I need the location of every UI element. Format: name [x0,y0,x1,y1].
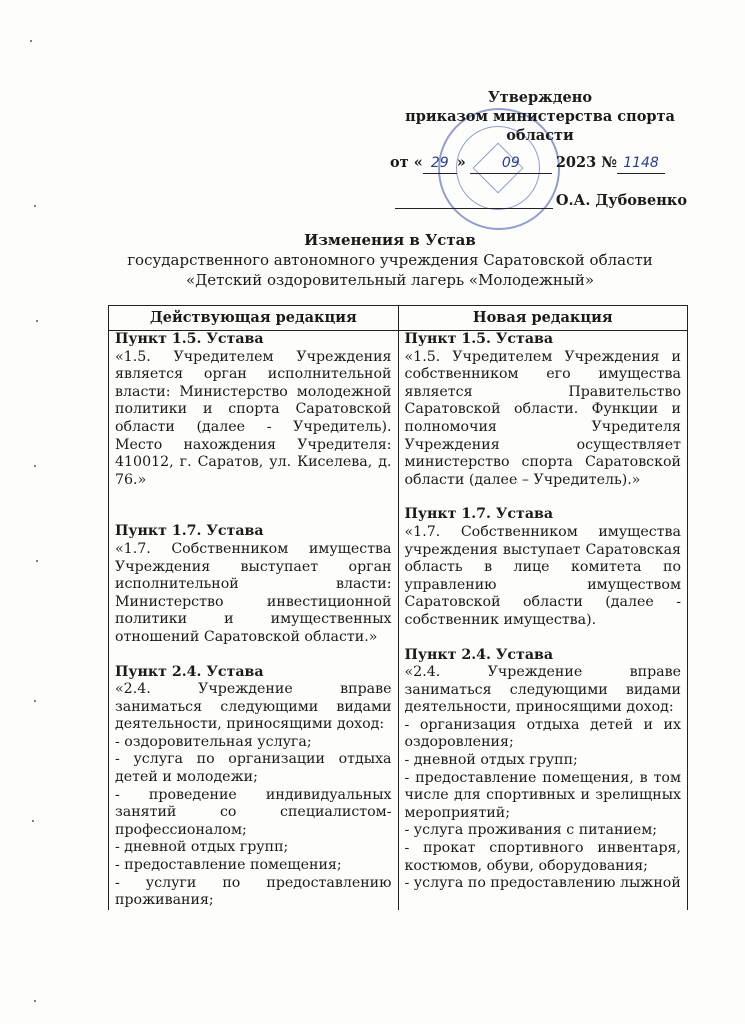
current-item-title: Пункт 1.5. Устава [115,331,264,347]
current-item-title: Пункт 1.7. Устава [115,523,264,540]
date-month-value: 09 [501,155,520,171]
approval-block [390,88,690,174]
new-item-text: «1.7. Собственником имущества учреждения выступает Саратовская область в лице комитета по управлению имуществом Саратовской области (далее - собственник имущества). [404,523,681,628]
current-item-text: «1.7. Собственником имущества Учреждения выступает орган исполнительной власти: Министерство инвестиционной политики и имущественных отношений Саратовской области.» [115,540,392,645]
date-mid: » [456,154,466,171]
new-item-text: «2.4. Учреждение вправе заниматься следующими видами деятельности, приносящими доход: [404,664,681,716]
new-list-item: - прокат спортивного инвентаря, костюмов, обуви, оборудования; [404,840,681,874]
current-list-item: - дневной отдых групп; [115,839,289,856]
new-list-item: - предоставление помещения, в том числе для спортивных и зрелищных мероприятий; [404,769,681,821]
document-subtitle-name: «Детский оздоровительный лагерь «Молодежный» [185,271,595,289]
current-item-title: Пункт 2.4. Устава [115,663,264,680]
approval-title: Утверждено [487,89,592,106]
new-list-item: - услуга по предоставлению лыжной [404,875,681,892]
document-subtitle-org: государственного автономного учреждения Саратовской области [127,251,653,269]
new-cell [398,331,688,910]
scan-speck [36,320,38,322]
current-item-text: «2.4. Учреждение вправе заниматься следующими видами деятельности, приносящими доход: [115,681,392,733]
scan-speck [32,820,34,822]
scan-speck [30,40,32,42]
date-prefix: от « [390,154,423,171]
scan-speck [34,205,36,207]
approval-region: области [506,127,574,144]
current-item-text: «1.5. Учредителем Учреждения является орган исполнительной власти: Министерство молодежной политики и спорта Саратовской области (далее - Учредитель). Место нахождения Учредителя: 410012, г. Саратов, ул. Киселева, д. 76.» [115,348,392,488]
scan-speck [34,1000,36,1002]
current-list-item: - услуги по предоставлению проживания; [115,874,392,909]
new-list-item: - услуга проживания с питанием; [404,822,658,839]
signature-row [395,190,695,212]
scan-speck [36,560,38,562]
new-list-item: - дневной отдых групп; [404,752,578,769]
approval-date-line [390,153,690,174]
date-day-value: 29 [430,155,449,171]
order-number [617,153,665,174]
date-year: 2023 № [555,154,618,171]
signature-line [395,208,553,209]
scan-speck [34,465,36,467]
current-list-item: - предоставление помещения; [115,857,342,874]
date-day [423,153,457,174]
current-list-item: - услуга по организации отдыха детей и молодежи; [115,751,392,786]
column-new-header: Новая редакция [398,306,688,331]
document-title: Изменения в Устав [304,231,476,249]
column-current-header: Действующая редакция [109,306,399,331]
document-heading [100,230,680,290]
current-cell [109,331,399,910]
changes-table [108,305,688,910]
date-month [470,153,552,174]
table-header-row [109,306,688,331]
current-list-item: - оздоровительная услуга; [115,733,312,750]
new-item-text: «1.5. Учредителем Учреждения и собственником его имущества является Правительство Саратовской области. Функции и полномочия Учредителя Учреждения осуществляет министерство спорта Саратовской области (далее – Учредитель).» [404,348,681,488]
table-row [109,331,688,910]
scan-speck [34,700,36,702]
new-item-title: Пункт 1.5. Устава [404,331,554,347]
current-list-item: - проведение индивидуальных занятий со специалистом-профессионалом; [115,786,392,838]
new-list-item: - организация отдыха детей и их оздоровления; [404,716,681,751]
new-item-title: Пункт 2.4. Устава [404,646,554,663]
signer-name: О.А. Дубовенко [555,192,687,209]
order-number-value: 1148 [623,155,659,171]
new-item-title: Пункт 1.7. Устава [404,506,554,523]
approval-order: приказом министерства спорта [405,108,675,125]
